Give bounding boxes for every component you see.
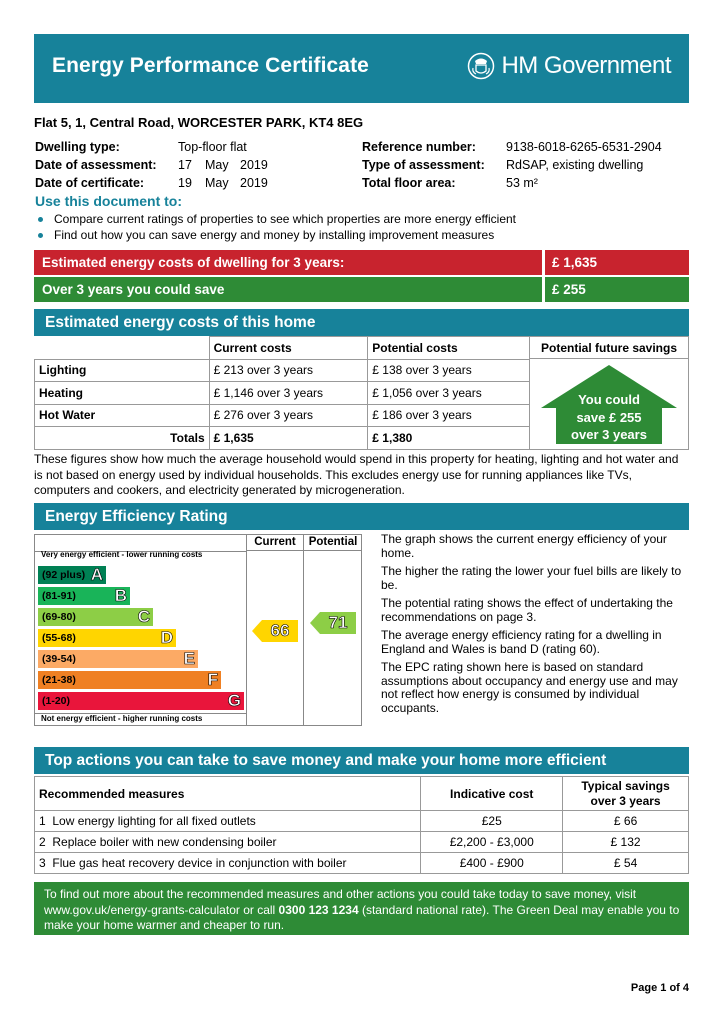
rating-paragraph: The average energy efficiency rating for a dwelling in England and Wales is band D (rating 60). (381, 628, 662, 656)
rating-band-letter: F (207, 670, 218, 689)
rating-band-letter: E (183, 649, 195, 668)
dwelling-type-label: Dwelling type: (35, 140, 120, 154)
rating-col-potential: Potential (303, 535, 362, 551)
savings-bar (34, 277, 689, 302)
estimated-costs-bar (34, 250, 689, 275)
property-address: Flat 5, 1, Central Road, WORCESTER PARK, KT4 8EG (34, 115, 364, 130)
totals-row: Totals £ 1,635 £ 1,380 (35, 427, 530, 450)
info-box: To find out more about the recommended measures and other actions you could take today to save money, visit www.gov.uk/energy-grants-calculator or call 0300 123 1234 (standard national rate). The Green Deal may enable you to make your home warmer and cheaper to run. (34, 882, 689, 935)
use-bullets (35, 212, 516, 243)
table-row: Hot Water £ 276 over 3 years £ 186 over 3 years (35, 404, 530, 427)
savings-value: £ 255 (545, 277, 689, 302)
list-item: Compare current ratings of properties to see which properties are more energy efficient (35, 212, 516, 228)
col-typical-savings: Typical savings over 3 years (563, 777, 689, 811)
rating-band-e (38, 650, 198, 668)
estimated-costs-value: £ 1,635 (545, 250, 689, 275)
date-assessment-label: Date of assessment: (35, 158, 157, 172)
rating-paragraph: The graph shows the current energy efficiency of your home. (381, 532, 667, 560)
rating-top-label: Very energy efficient - lower running costs (41, 550, 203, 559)
rating-paragraph: The EPC rating shown here is based on standard assumptions about occupancy and energy use and may not reflect how energy is consumed by individual occupants. (381, 660, 678, 715)
date-assessment-value: 17 May 2019 (178, 158, 268, 172)
savings-arrow-cell (529, 358, 689, 450)
rating-band-a (38, 566, 106, 584)
assessment-type-label: Type of assessment: (362, 158, 485, 172)
list-item: Find out how you can save energy and money by installing improvement measures (35, 228, 516, 244)
actions-heading: Top actions you can take to save money and make your home more efficient (34, 747, 689, 774)
savings-arrow-text: You could save £ 255 over 3 years (571, 392, 647, 442)
floor-area-label: Total floor area: (362, 176, 456, 190)
rating-paragraph: The higher the rating the lower your fuel bills are likely to be. (381, 564, 682, 592)
estimated-costs-label: Estimated energy costs of dwelling for 3 years: (34, 250, 542, 275)
brand-name: HM Government (501, 52, 671, 79)
rating-band-range: (1-20) (42, 695, 71, 707)
potential-rating-marker (310, 612, 356, 639)
dwelling-type-value: Top-floor flat (178, 140, 247, 154)
page-header (34, 34, 689, 103)
rating-explanation (381, 533, 691, 720)
current-rating-value: 66 (270, 621, 290, 640)
table-row: 3 Flue gas heat recovery device in conjunction with boiler £400 - £900 £ 54 (35, 853, 689, 874)
reference-value: 9138-6018-6265-6531-2904 (506, 140, 662, 154)
table-row: Heating £ 1,146 over 3 years £ 1,056 over 3 years (35, 382, 530, 405)
rating-band-range: (92 plus) (42, 569, 86, 581)
page-number: Page 1 of 4 (630, 982, 689, 994)
table-row: 1 Low energy lighting for all fixed outlets £25 £ 66 (35, 811, 689, 832)
table-row: 2 Replace boiler with new condensing boiler £2,200 - £3,000 £ 132 (35, 832, 689, 853)
rating-chart (34, 534, 362, 726)
hm-government-logo (467, 52, 671, 80)
rating-band-range: (81-91) (42, 590, 76, 602)
potential-rating-value: 71 (328, 613, 348, 632)
assessment-type-value: RdSAP, existing dwelling (506, 158, 644, 172)
current-rating-marker (252, 620, 298, 647)
savings-label: Over 3 years you could save (34, 277, 542, 302)
costs-table (34, 336, 530, 450)
col-current-costs: Current costs (209, 337, 368, 360)
rating-band-letter: C (137, 607, 150, 626)
reference-label: Reference number: (362, 140, 476, 154)
rating-band-letter: B (114, 586, 127, 605)
rating-band-range: (21-38) (42, 674, 76, 686)
costs-heading: Estimated energy costs of this home (34, 309, 689, 336)
royal-crest-icon (467, 52, 495, 80)
actions-table (34, 776, 689, 874)
rating-bottom-label: Not energy efficient - higher running costs (41, 714, 203, 723)
date-certificate-label: Date of certificate: (35, 176, 145, 190)
col-potential-costs: Potential costs (368, 337, 530, 360)
col-potential-savings: Potential future savings (529, 336, 689, 359)
certificate-details (362, 138, 662, 192)
costs-note: These figures show how much the average household would spend in this property for heating, lighting and hot water and is not based on energy used by individual households. This excludes energy use for running appliances like TVs, computers and cookers, and electricity generated by microgeneration. (34, 452, 679, 497)
dwelling-details (35, 138, 268, 192)
rating-col-current: Current (246, 535, 303, 551)
rating-band-c (38, 608, 153, 626)
date-certificate-value: 19 May 2019 (178, 176, 268, 190)
rating-band-letter: A (90, 565, 103, 584)
floor-area-value: 53 m² (506, 176, 538, 190)
rating-band-b (38, 587, 130, 605)
rating-band-d (38, 629, 176, 647)
rating-band-letter: D (160, 628, 173, 647)
rating-band-range: (55-68) (42, 632, 76, 644)
col-indicative-cost: Indicative cost (421, 777, 563, 811)
rating-band-letter: G (227, 691, 241, 710)
rating-band-range: (69-80) (42, 611, 76, 623)
col-recommended-measures: Recommended measures (35, 777, 421, 811)
document-title: Energy Performance Certificate (52, 54, 369, 77)
rating-heading: Energy Efficiency Rating (34, 503, 689, 530)
table-row: Lighting £ 213 over 3 years £ 138 over 3 years (35, 359, 530, 382)
rating-paragraph: The potential rating shows the effect of undertaking the recommendations on page 3. (381, 596, 673, 624)
rating-band-g (38, 692, 244, 710)
rating-band-range: (39-54) (42, 653, 76, 665)
use-heading: Use this document to: (35, 193, 183, 209)
rating-band-f (38, 671, 221, 689)
phone-number[interactable]: 0300 123 1234 (278, 902, 359, 917)
